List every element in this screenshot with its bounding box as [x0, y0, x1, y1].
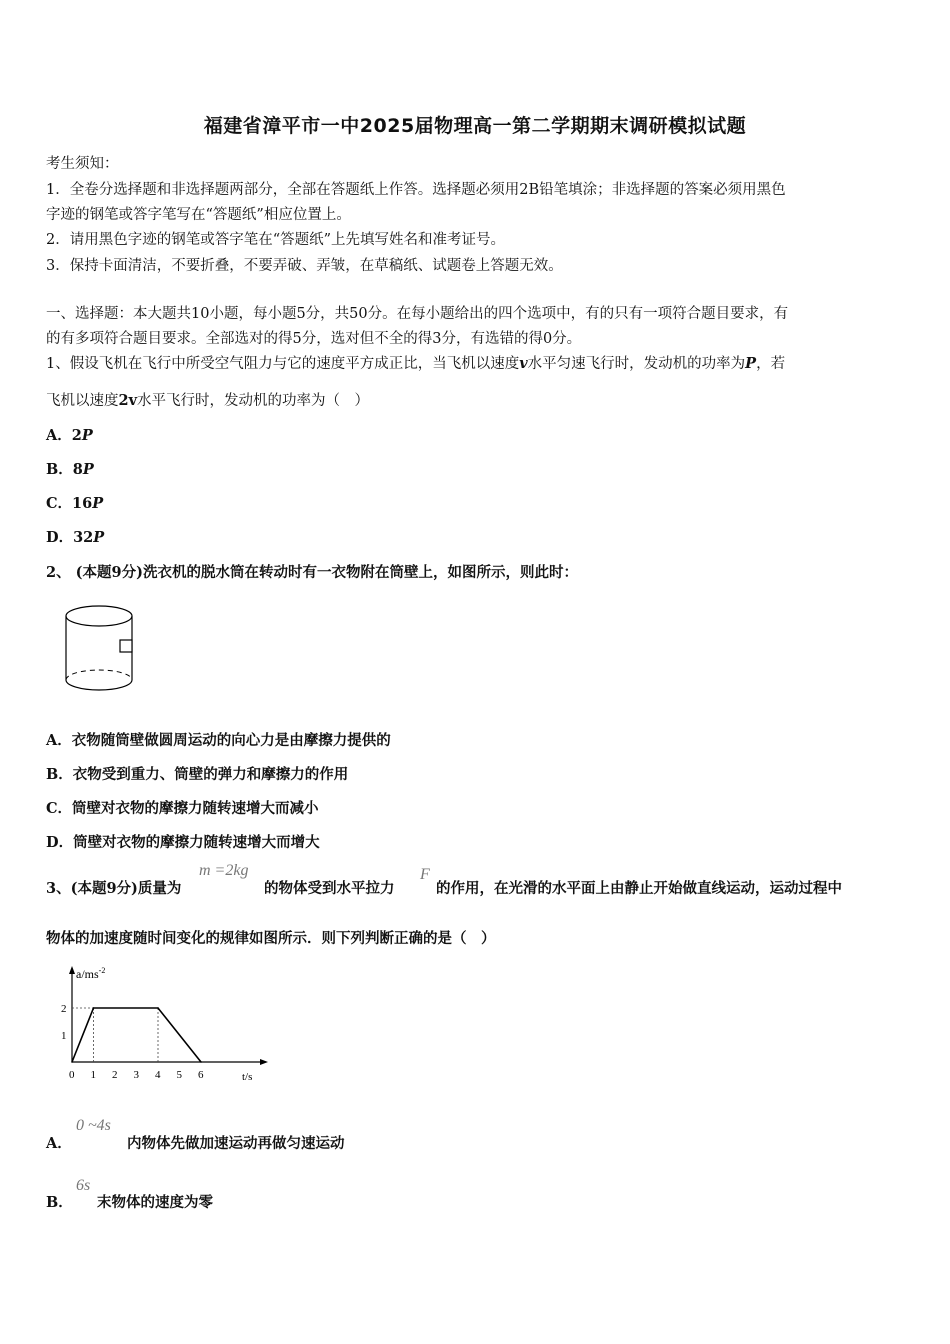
- data-point-3: [200, 1061, 202, 1063]
- x-tick-label-6: 6: [198, 1069, 204, 1081]
- q3-option-a-text: 内物体先做加速运动再做匀速运动: [127, 1135, 345, 1152]
- q2-option-b[interactable]: B．衣物受到重力、筒壁的弹力和摩擦力的作用: [46, 766, 349, 783]
- q1-option-b-label: B．: [46, 461, 73, 478]
- q3-option-a-math: 0 ~4s: [76, 1117, 111, 1134]
- q2-option-d[interactable]: D．筒壁对衣物的摩擦力随转速增大而增大: [46, 834, 320, 851]
- y-axis-label: $a/ms^{-2}$: [76, 966, 106, 981]
- y-axis-arrow: [69, 966, 75, 974]
- q3-option-b[interactable]: [46, 1191, 73, 1212]
- notice-item-1: 1．全卷分选择题和非选择题两部分，全部在答题纸上作答。选择题必须用2B铅笔填涂；非选择题的答案必须用黑色: [46, 182, 786, 198]
- x-tick-label-5: 5: [176, 1069, 182, 1081]
- q1-option-d-var: P: [93, 529, 105, 546]
- q1-var-v: v: [519, 355, 528, 372]
- q1-option-a-var: P: [81, 427, 93, 444]
- q3-stem-line2: 物体的加速度随时间变化的规律如图所示．则下列判断正确的是（ ）: [46, 930, 496, 947]
- q3-stem-a: 3、(本题9分)质量为: [46, 880, 182, 897]
- q1-option-c-var: P: [92, 495, 104, 512]
- q1-option-d-label: D．: [46, 529, 74, 546]
- q2-option-c[interactable]: C．筒壁对衣物的摩擦力随转速增大而减小: [46, 800, 319, 817]
- q1-stem-mid: 水平匀速飞行时，发动机的功率为: [527, 356, 746, 372]
- q1-option-c-num: 16: [72, 495, 93, 512]
- data-point-0: [71, 1061, 73, 1063]
- q1-option-a[interactable]: [46, 424, 93, 445]
- q3-option-a[interactable]: [46, 1132, 72, 1153]
- x-tick-label-2: 2: [112, 1069, 118, 1081]
- q3-option-b-label: B．: [46, 1194, 73, 1211]
- drum-bottom-front: [66, 680, 132, 690]
- q1-var-p: P: [745, 355, 757, 372]
- notice-item-3: 3．保持卡面清洁，不要折叠，不要弄破、弄皱，在草稿纸、试题卷上答题无效。: [46, 258, 563, 274]
- q1-stem-line2-b: 水平飞行时，发动机的功率为（ ）: [137, 393, 370, 409]
- x-axis-label: t/s: [242, 1071, 253, 1083]
- q3-mass-expression: m =2kg: [199, 862, 249, 879]
- q1-option-c-label: C．: [46, 495, 73, 512]
- q1-stem-line1: [46, 352, 785, 373]
- q3-option-b-math: 6s: [76, 1177, 91, 1194]
- x-tick-label-0: 0: [69, 1069, 75, 1081]
- y-tick-label-2: 2: [61, 1003, 67, 1015]
- section-intro-line2: 的有多项符合题目要求。全部选对的得5分，选对但不全的得3分，有选错的得0分。: [46, 331, 582, 347]
- clothing-item: [120, 640, 132, 652]
- q1-stem-line2: [46, 389, 369, 410]
- spin-drum-figure: [58, 600, 142, 698]
- notice-item-1-cont: 字迹的钢笔或答字笔写在“答题纸”相应位置上。: [46, 207, 351, 223]
- q1-var-2v: 2v: [118, 392, 138, 409]
- q1-stem-end: ，若: [756, 356, 786, 372]
- q1-option-d[interactable]: [46, 526, 104, 547]
- drum-bottom-back: [66, 670, 132, 680]
- q1-stem-line2-a: 飞机以速度: [46, 393, 119, 409]
- notice-heading: 考生须知：: [46, 156, 119, 172]
- q3-stem-b: 的物体受到水平拉力: [264, 880, 395, 897]
- y-tick-label-1: 1: [61, 1030, 67, 1042]
- q3-force-symbol: F: [420, 866, 430, 883]
- q3-option-b-text: 末物体的速度为零: [97, 1194, 213, 1211]
- x-tick-label-4: 4: [155, 1069, 161, 1081]
- acceleration-time-chart: [52, 962, 272, 1086]
- x-tick-label-3: 3: [133, 1069, 139, 1081]
- q1-option-b[interactable]: [46, 458, 94, 479]
- q1-option-b-num: 8: [72, 461, 83, 478]
- q2-stem: 2、 (本题9分)洗衣机的脱水筒在转动时有一衣物附在筒壁上，如图所示，则此时：: [46, 564, 578, 581]
- q1-option-c[interactable]: [46, 492, 103, 513]
- q3-stem-c: 的作用，在光滑的水平面上由静止开始做直线运动，运动过程中: [436, 880, 842, 897]
- q1-option-b-var: P: [82, 461, 94, 478]
- q1-option-a-label: A．: [46, 427, 72, 444]
- q1-option-a-num: 2: [71, 427, 82, 444]
- y-axis-label-exponent: -2: [98, 966, 106, 975]
- series-line: [72, 1008, 201, 1062]
- x-tick-label-1: 1: [90, 1069, 96, 1081]
- q2-option-a[interactable]: A．衣物随筒壁做圆周运动的向心力是由摩擦力提供的: [46, 732, 391, 749]
- section-intro-line1: 一、选择题：本大题共10小题，每小题5分，共50分。在每小题给出的四个选项中，有的只有一项符合题目要求，有: [46, 306, 789, 322]
- q3-option-a-label: A．: [46, 1135, 72, 1152]
- q1-option-d-num: 32: [73, 529, 94, 546]
- q1-stem-text: 1、假设飞机在飞行中所受空气阻力与它的速度平方成正比，当飞机以速度: [46, 356, 520, 372]
- exam-title: 福建省漳平市一中2025届物理高一第二学期期末调研模拟试题: [203, 115, 747, 137]
- drum-top-rim: [66, 606, 132, 626]
- x-axis-arrow: [260, 1059, 268, 1065]
- notice-item-2: 2．请用黑色字迹的钢笔或答字笔在“答题纸”上先填写姓名和准考证号。: [46, 232, 506, 248]
- data-point-1: [93, 1007, 95, 1009]
- data-point-2: [157, 1007, 159, 1009]
